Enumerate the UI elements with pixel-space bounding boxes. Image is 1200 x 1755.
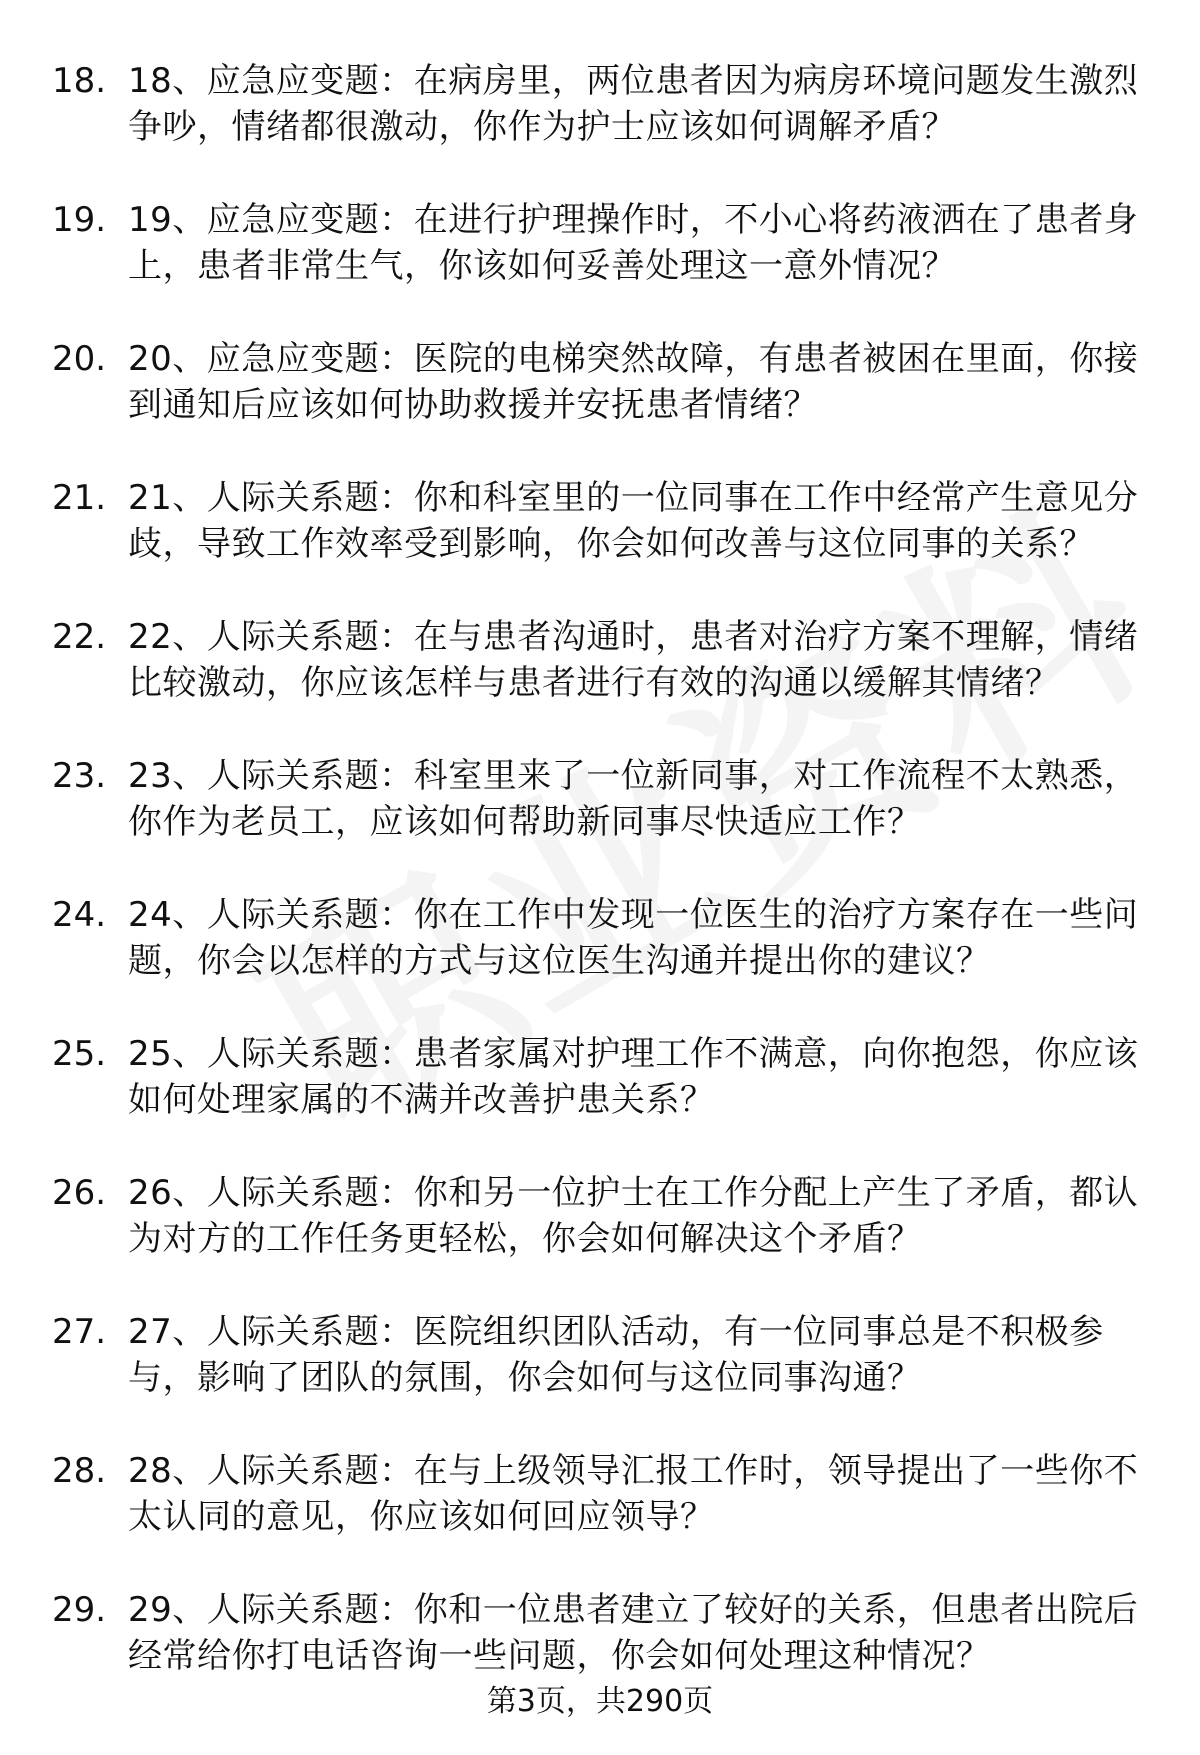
question-text: 20、应急应变题：医院的电梯突然故障，有患者被困在里面，你接到通知后应该如何协助救援并安抚患者情绪？ — [128, 339, 1139, 425]
question-number: 18. — [52, 61, 107, 101]
page-footer — [0, 1682, 1200, 1722]
question-text: 29、人际关系题：你和一位患者建立了较好的关系，但患者出院后经常给你打电话咨询一些问题，你会如何处理这种情况？ — [128, 1590, 1139, 1676]
question-text: 22、人际关系题：在与患者沟通时，患者对治疗方案不理解，情绪比较激动，你应该怎样与患者进行有效的沟通以缓解其情绪？ — [128, 617, 1139, 703]
question-text: 28、人际关系题：在与上级领导汇报工作时，领导提出了一些你不太认同的意见，你应该如何回应领导？ — [128, 1451, 1139, 1537]
list-item — [52, 614, 1152, 706]
question-text: 23、人际关系题：科室里来了一位新同事，对工作流程不太熟悉，你作为老员工，应该如何帮助新同事尽快适应工作？ — [128, 756, 1139, 842]
list-item — [52, 1448, 1152, 1540]
list-item — [52, 1170, 1152, 1262]
question-list — [52, 58, 1152, 1726]
question-number: 27. — [52, 1312, 107, 1352]
list-item — [52, 1031, 1152, 1123]
list-item — [52, 336, 1152, 428]
question-number: 21. — [52, 478, 107, 518]
question-number: 26. — [52, 1173, 107, 1213]
question-text: 18、应急应变题：在病房里，两位患者因为病房环境问题发生激烈争吵，情绪都很激动，你作为护士应该如何调解矛盾？ — [128, 61, 1139, 147]
list-item — [52, 1309, 1152, 1401]
question-number: 20. — [52, 339, 107, 379]
list-item — [52, 197, 1152, 289]
question-number: 23. — [52, 756, 107, 796]
question-text: 27、人际关系题：医院组织团队活动，有一位同事总是不积极参与，影响了团队的氛围，你会如何与这位同事沟通？ — [128, 1312, 1104, 1398]
page-number-label: 第3页，共290页 — [486, 1684, 714, 1719]
question-number: 29. — [52, 1590, 107, 1630]
list-item — [52, 1587, 1152, 1679]
question-text: 26、人际关系题：你和另一位护士在工作分配上产生了矛盾，都认为对方的工作任务更轻松，你会如何解决这个矛盾？ — [128, 1173, 1139, 1259]
list-item — [52, 753, 1152, 845]
question-number: 28. — [52, 1451, 107, 1491]
question-text: 24、人际关系题：你在工作中发现一位医生的治疗方案存在一些问题，你会以怎样的方式与这位医生沟通并提出你的建议？ — [128, 895, 1139, 981]
list-item — [52, 58, 1152, 150]
question-text: 19、应急应变题：在进行护理操作时，不小心将药液洒在了患者身上，患者非常生气，你该如何妥善处理这一意外情况？ — [128, 200, 1139, 286]
question-text: 21、人际关系题：你和科室里的一位同事在工作中经常产生意见分歧，导致工作效率受到影响，你会如何改善与这位同事的关系？ — [128, 478, 1139, 564]
list-item — [52, 892, 1152, 984]
list-item — [52, 475, 1152, 567]
question-text: 25、人际关系题：患者家属对护理工作不满意，向你抱怨，你应该如何处理家属的不满并改善护患关系？ — [128, 1034, 1139, 1120]
question-number: 22. — [52, 617, 107, 657]
question-number: 25. — [52, 1034, 107, 1074]
question-number: 19. — [52, 200, 107, 240]
question-number: 24. — [52, 895, 107, 935]
